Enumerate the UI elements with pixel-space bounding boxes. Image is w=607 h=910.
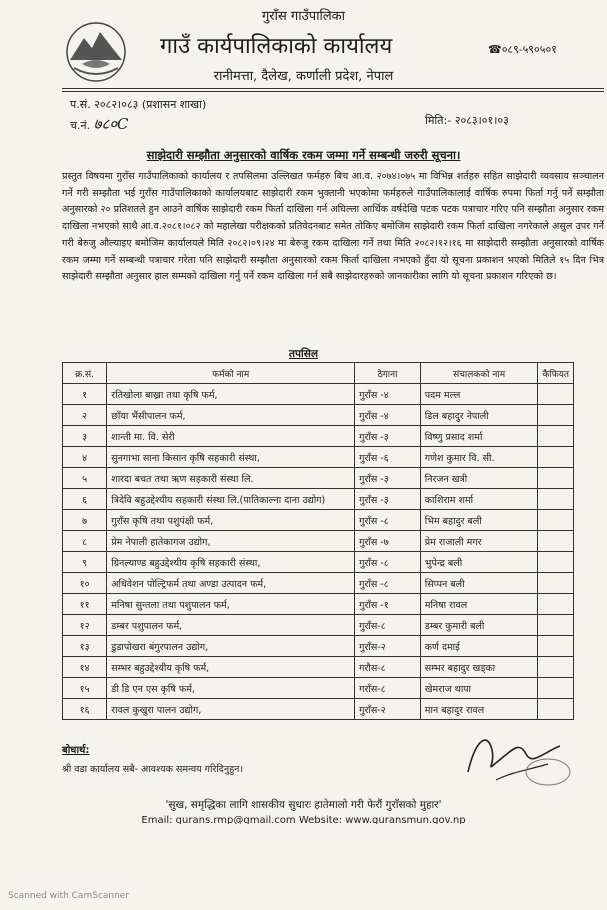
row-sn: ११ bbox=[63, 594, 107, 615]
row-address: गुराँस -८ bbox=[355, 510, 421, 531]
row-address: गुराँस -३ bbox=[355, 489, 421, 510]
row-address: गुराँस -८ bbox=[355, 552, 421, 573]
row-sn: १० bbox=[63, 573, 107, 594]
bodharth-label: बोधार्थ: bbox=[62, 745, 90, 756]
row-operator: डिल बहादुर नेपाली bbox=[420, 405, 538, 426]
table-row bbox=[63, 384, 574, 405]
row-operator: सिप्पन बली bbox=[420, 573, 538, 594]
signature-stamp bbox=[462, 728, 572, 790]
row-operator: भुपेन्द्र बली bbox=[420, 552, 538, 573]
row-remarks bbox=[538, 531, 574, 552]
notice-subject: साझेदारी सम्झौता अनुसारको वार्षिक रकम जम्मा गर्ने सम्बन्धी जरुरी सूचना। bbox=[146, 148, 461, 162]
row-sn: १५ bbox=[63, 678, 107, 699]
row-firm: ग्रिनल्याण्ड बहुउद्देश्यीय कृषि सहकारी संस्था, bbox=[107, 552, 355, 573]
row-sn: ७ bbox=[63, 510, 107, 531]
row-remarks bbox=[538, 468, 574, 489]
table-row bbox=[63, 426, 574, 447]
table-row bbox=[63, 489, 574, 510]
table-row bbox=[63, 636, 574, 657]
table-row bbox=[63, 510, 574, 531]
row-address: गुराँस -३ bbox=[355, 426, 421, 447]
row-firm: मनिषा सुन्तला तथा पशुपालन फर्म, bbox=[107, 594, 355, 615]
row-firm: रावल कुखुरा पालन उद्योग, bbox=[107, 699, 355, 720]
row-remarks bbox=[538, 573, 574, 594]
row-address: गुराँस-२ bbox=[355, 636, 421, 657]
row-address: गराँस-८ bbox=[355, 678, 421, 699]
row-address: गुराँस -८ bbox=[355, 573, 421, 594]
row-address: गुराँस -७ bbox=[355, 531, 421, 552]
header-firm: फर्मको नाम bbox=[107, 363, 355, 384]
row-operator: डम्बर कुमारी बली bbox=[420, 615, 538, 636]
row-sn: ३ bbox=[63, 426, 107, 447]
phone-number: ☎०८९-५९०५०१ bbox=[488, 43, 557, 56]
row-sn: ८ bbox=[63, 531, 107, 552]
header-divider bbox=[62, 88, 604, 89]
row-operator: निरजन खत्री bbox=[420, 468, 538, 489]
row-sn: २ bbox=[63, 405, 107, 426]
row-remarks bbox=[538, 594, 574, 615]
row-sn: १३ bbox=[63, 636, 107, 657]
row-firm: शान्ती मा. वि. सेरी bbox=[107, 426, 355, 447]
row-operator: मनिषा रावल bbox=[420, 594, 538, 615]
row-address: गुराँस-२ bbox=[355, 699, 421, 720]
row-remarks bbox=[538, 405, 574, 426]
row-remarks bbox=[538, 615, 574, 636]
row-address: गुराँस -१ bbox=[355, 594, 421, 615]
office-address: रानीमत्ता, दैलेख, कर्णाली प्रदेश, नेपाल bbox=[213, 69, 394, 84]
table-row bbox=[63, 615, 574, 636]
row-remarks bbox=[538, 426, 574, 447]
row-firm: प्रेम नेपाली हातेकागज उद्योग, bbox=[107, 531, 355, 552]
row-sn: १४ bbox=[63, 657, 107, 678]
table-row bbox=[63, 699, 574, 720]
table-title: तपसिल bbox=[289, 348, 318, 360]
table-row bbox=[63, 447, 574, 468]
row-remarks bbox=[538, 489, 574, 510]
date: मिति:- २०८३।०१।०३ bbox=[425, 114, 509, 127]
row-operator: पदम मल्ल bbox=[420, 384, 538, 405]
row-sn: ५ bbox=[63, 468, 107, 489]
row-operator: गणेश कुमार वि. सी. bbox=[420, 447, 538, 468]
chalani-value: ७८०C bbox=[93, 115, 129, 133]
row-remarks bbox=[538, 447, 574, 468]
row-remarks bbox=[538, 384, 574, 405]
row-remarks bbox=[538, 657, 574, 678]
row-remarks bbox=[538, 678, 574, 699]
municipality-name: गुराँस गाउँपालिका bbox=[261, 9, 346, 24]
row-sn: १६ bbox=[63, 699, 107, 720]
scanner-watermark: Scanned with CamScanner bbox=[8, 891, 130, 901]
table-row bbox=[63, 531, 574, 552]
firm-table bbox=[62, 362, 574, 720]
row-operator: विष्णु प्रसाद शर्मा bbox=[420, 426, 538, 447]
row-address: गरौस-८ bbox=[355, 657, 421, 678]
row-address: गुराँस -४ bbox=[355, 384, 421, 405]
header-remarks: कैफियत bbox=[538, 363, 574, 384]
row-address: गुराँस -४ bbox=[355, 405, 421, 426]
table-row bbox=[63, 573, 574, 594]
row-firm: सम्भर बहुउद्देश्यीय कृषि फर्म, bbox=[107, 657, 355, 678]
row-operator: कर्ण दमाई bbox=[420, 636, 538, 657]
row-operator: खेमराज थापा bbox=[420, 678, 538, 699]
row-firm: त्रिदेवि बहुउद्देश्यीय सहकारी संस्था लि.(पातिकाल्ना दाना उद्योग) bbox=[107, 489, 355, 510]
row-sn: १ bbox=[63, 384, 107, 405]
row-firm: रतिखोला बाख्रा तथा कृषि फर्म, bbox=[107, 384, 355, 405]
header-address: ठेगाना bbox=[355, 363, 421, 384]
patra-sankhya: प.सं. २०८२।०८३ (प्रशासन शाखा) bbox=[70, 98, 207, 111]
row-firm: छाँया भैंसीपालन फर्म, bbox=[107, 405, 355, 426]
row-sn: ४ bbox=[63, 447, 107, 468]
bodharth-text: श्री वडा कार्यालय सबै- आवश्यक समन्वय गरिदिनुहुन। bbox=[62, 764, 244, 775]
chalani-label: च.नं. bbox=[70, 119, 91, 132]
row-operator: मान बहादुर रावल bbox=[420, 699, 538, 720]
table-row bbox=[63, 657, 574, 678]
row-firm: सुनगाभा साना किसान कृषि सहकारी संस्था, bbox=[107, 447, 355, 468]
row-operator: काशिराम शर्मा bbox=[420, 489, 538, 510]
row-address: गुराँस -६ bbox=[355, 447, 421, 468]
table-row bbox=[63, 405, 574, 426]
row-operator: भिम बहादुर बली bbox=[420, 510, 538, 531]
header-operator: संचालकको नाम bbox=[420, 363, 538, 384]
table-row bbox=[63, 678, 574, 699]
header-sn: क्र.सं. bbox=[63, 363, 107, 384]
row-address: गुराँस -३ bbox=[355, 468, 421, 489]
row-firm: शारदा बचत तथा ऋण सहकारी संस्था लि. bbox=[107, 468, 355, 489]
row-remarks bbox=[538, 552, 574, 573]
row-operator: प्रेम राजाली मगर bbox=[420, 531, 538, 552]
row-sn: १२ bbox=[63, 615, 107, 636]
table-row bbox=[63, 594, 574, 615]
header-divider-second bbox=[62, 91, 604, 92]
row-firm: डम्बर पशुपालन फर्म, bbox=[107, 615, 355, 636]
table-header-row bbox=[63, 363, 574, 384]
row-sn: ६ bbox=[63, 489, 107, 510]
row-firm: डुडापोखरा बंगुरपालन उद्योग, bbox=[107, 636, 355, 657]
row-firm: डी डि एन एस कृषि फर्म, bbox=[107, 678, 355, 699]
row-firm: अधिवेशन पोल्ट्रिफर्म तथा अण्डा उत्पादन फर्म, bbox=[107, 573, 355, 594]
row-remarks bbox=[538, 636, 574, 657]
table-row bbox=[63, 552, 574, 573]
row-remarks bbox=[538, 699, 574, 720]
notice-body: प्रस्तुत विषयमा गुराँस गाउँपालिकाको कार्यालय र तपसिलमा उल्लिखत फर्महरु बिच आ.व. २०७४।०७५ मा विभिन्न शर्तहरु सहित साझेदारी व्यवसाय सञ्चालन गर्ने गरी सम्झौता भई गुराँस गाउँपालिकाको कार्यालयबाट साझेदारी रकम भुक्तानी भएकोमा फर्महरुले गाउँपालिकालाई वार्षिक रुपमा फिर्ता गर्नु पर्ने सम्झौता अनुसारको २० प्रतिशतले हुन आउने वार्षिक साझेदारी रकम फिर्ता दाखिला गर्न अघिल्ला आर्थिक वर्षदेखि पटक पटक पत्राचार गरिए पनि सम्झौता अनुसार रकम दाखिला नभएको साथै आ.व.२०८१।०८२ को महालेखा परीक्षकको प्रतिवेदनबाट समेत तोकिए बमोजिम साझेदारी रकम फिर्ता दाखिला नगरेकाले असुल उपर गर्ने गरी बेरुजु औल्याइए बमोजिम कार्यालयले मिति २०८२।०९।२४ मा बेरुजु रकम दाखिला गर्ने तथा मिति २०८२।१२।१६ मा साझेदारी सम्झौता अनुसारको वार्षिक रकम जम्मा गर्ने सम्बन्धी पत्राचार गरेता पनि साझेदारी सम्झौता अनुसारको रकम फिर्ता दाखिला नभएको हुँदा यो सूचना प्रकाशन भएको मितिले १५ दिन भित्र साझेदारी सम्झौता अनुसार हाल सम्मको दाखिला गर्नु पर्ने रकम दाखिला गर्न सबै साझेदारहरुको जानकारीका लागि यो सूचना प्रकाशन गरिएको छ। bbox=[62, 171, 604, 283]
chalani-number bbox=[70, 114, 128, 134]
row-firm: गुराँस कृषि तथा पशुपंक्षी फर्म, bbox=[107, 510, 355, 531]
row-sn: ९ bbox=[63, 552, 107, 573]
office-motto: 'सुख, समृद्धिका लागि शासकीय सुधारः हातेमालो गरी फेरौं गुराँसको मुहार' bbox=[165, 799, 442, 811]
row-address: गुराँस-८ bbox=[355, 615, 421, 636]
row-remarks bbox=[538, 510, 574, 531]
row-operator: सम्भर बहादुर खड्का bbox=[420, 657, 538, 678]
office-title: गाउँ कार्यपालिकाको कार्यालय bbox=[160, 34, 393, 59]
table-row bbox=[63, 468, 574, 489]
contact-email-website: Email: gurans.rmp@gmail.com Website: www.guransmun.gov.np bbox=[141, 815, 466, 824]
